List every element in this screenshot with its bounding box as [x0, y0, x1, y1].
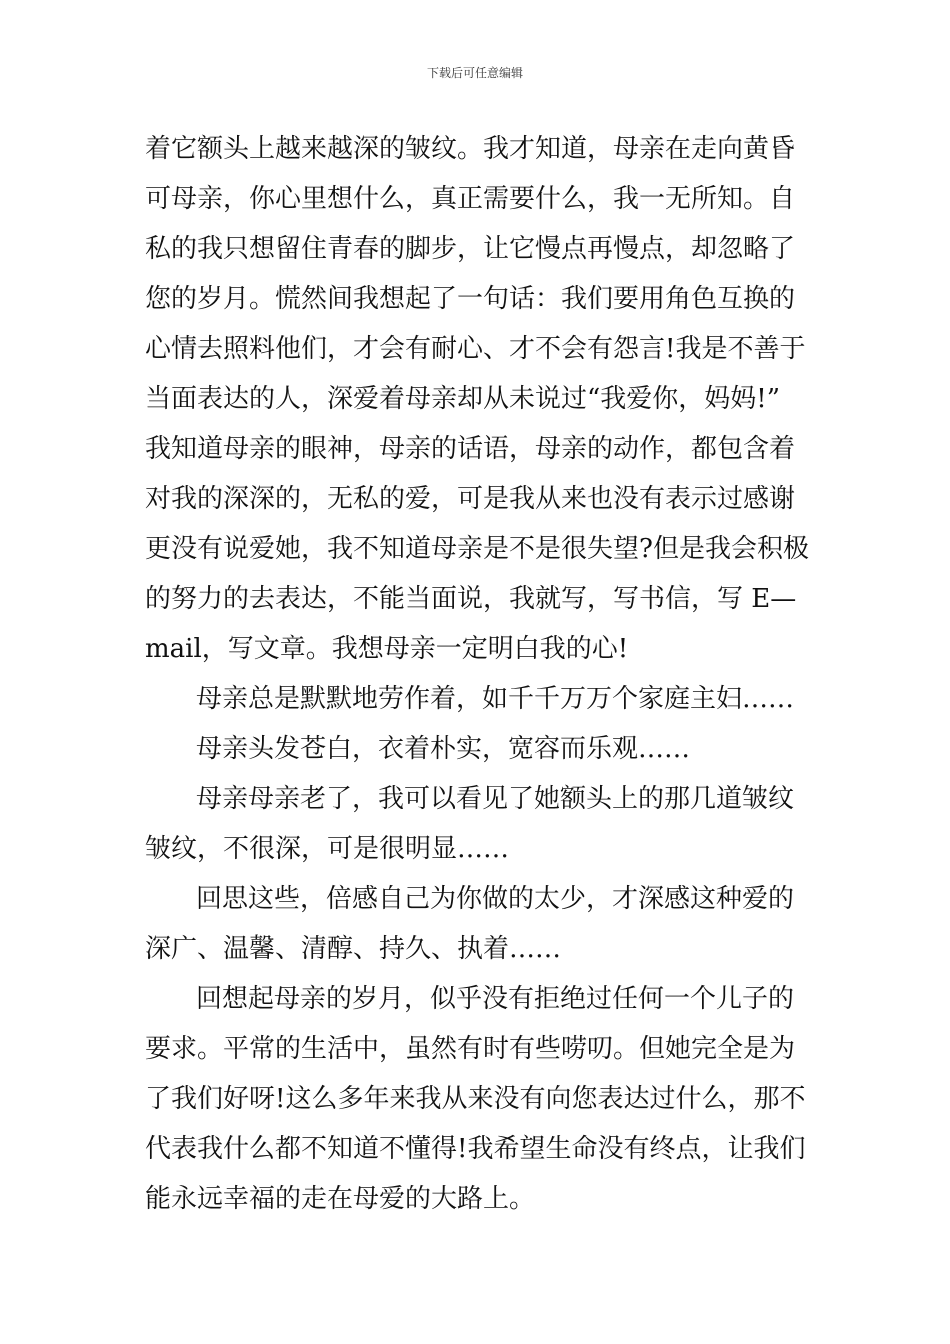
text-line-5: 心情去照料他们，才会有耐心、才不会有怨言!我是不善于 — [145, 334, 806, 364]
text-line-15: 皱纹，不很深，可是很明显…… — [145, 834, 510, 864]
text-line-7: 我知道母亲的眼神，母亲的话语，母亲的动作，都包含着 — [145, 434, 796, 464]
text-line-19: 要求。平常的生活中，虽然有时有些唠叨。但她完全是为 — [145, 1034, 796, 1064]
text-line-8: 对我的深深的，无私的爱，可是我从来也没有表示过感谢 — [145, 484, 796, 514]
text-line-16: 回思这些，倍感自己为你做的太少，才深感这种爱的 — [196, 884, 795, 914]
text-line-13: 母亲头发苍白，衣着朴实，宽容而乐观…… — [196, 734, 691, 764]
text-line-20: 了我们好呀!这么多年来我从来没有向您表达过什么，那不 — [145, 1084, 806, 1114]
text-line-10: 的努力的去表达，不能当面说，我就写，写书信，写 E— — [145, 584, 797, 614]
text-line-3: 私的我只想留住青春的脚步，让它慢点再慢点，却忽略了 — [145, 234, 796, 264]
text-line-6: 当面表达的人，深爱着母亲却从未说过“我爱你，妈妈!” — [145, 384, 781, 414]
text-line-9: 更没有说爱她，我不知道母亲是不是很失望?但是我会积极 — [145, 534, 809, 564]
text-line-1: 着它额头上越来越深的皱纹。我才知道，母亲在走向黄昏 — [145, 134, 796, 164]
text-line-18: 回想起母亲的岁月，似乎没有拒绝过任何一个儿子的 — [196, 984, 795, 1014]
page-header: 下载后可任意编辑 — [426, 66, 523, 80]
text-line-11: mail，写文章。我想母亲一定明白我的心! — [145, 634, 629, 664]
text-line-2: 可母亲，你心里想什么，真正需要什么，我一无所知。自 — [145, 184, 796, 214]
text-line-12: 母亲总是默默地劳作着，如千千万万个家庭主妇…… — [196, 684, 795, 714]
text-line-4: 您的岁月。慌然间我想起了一句话：我们要用角色互换的 — [145, 284, 796, 314]
text-line-17: 深广、温馨、清醇、持久、执着…… — [145, 934, 562, 964]
text-line-14: 母亲母亲老了，我可以看见了她额头上的那几道皱纹 — [196, 784, 795, 814]
text-line-22: 能永远幸福的走在母爱的大路上。 — [145, 1184, 536, 1214]
text-line-21: 代表我什么都不知道不懂得!我希望生命没有终点，让我们 — [145, 1134, 806, 1164]
